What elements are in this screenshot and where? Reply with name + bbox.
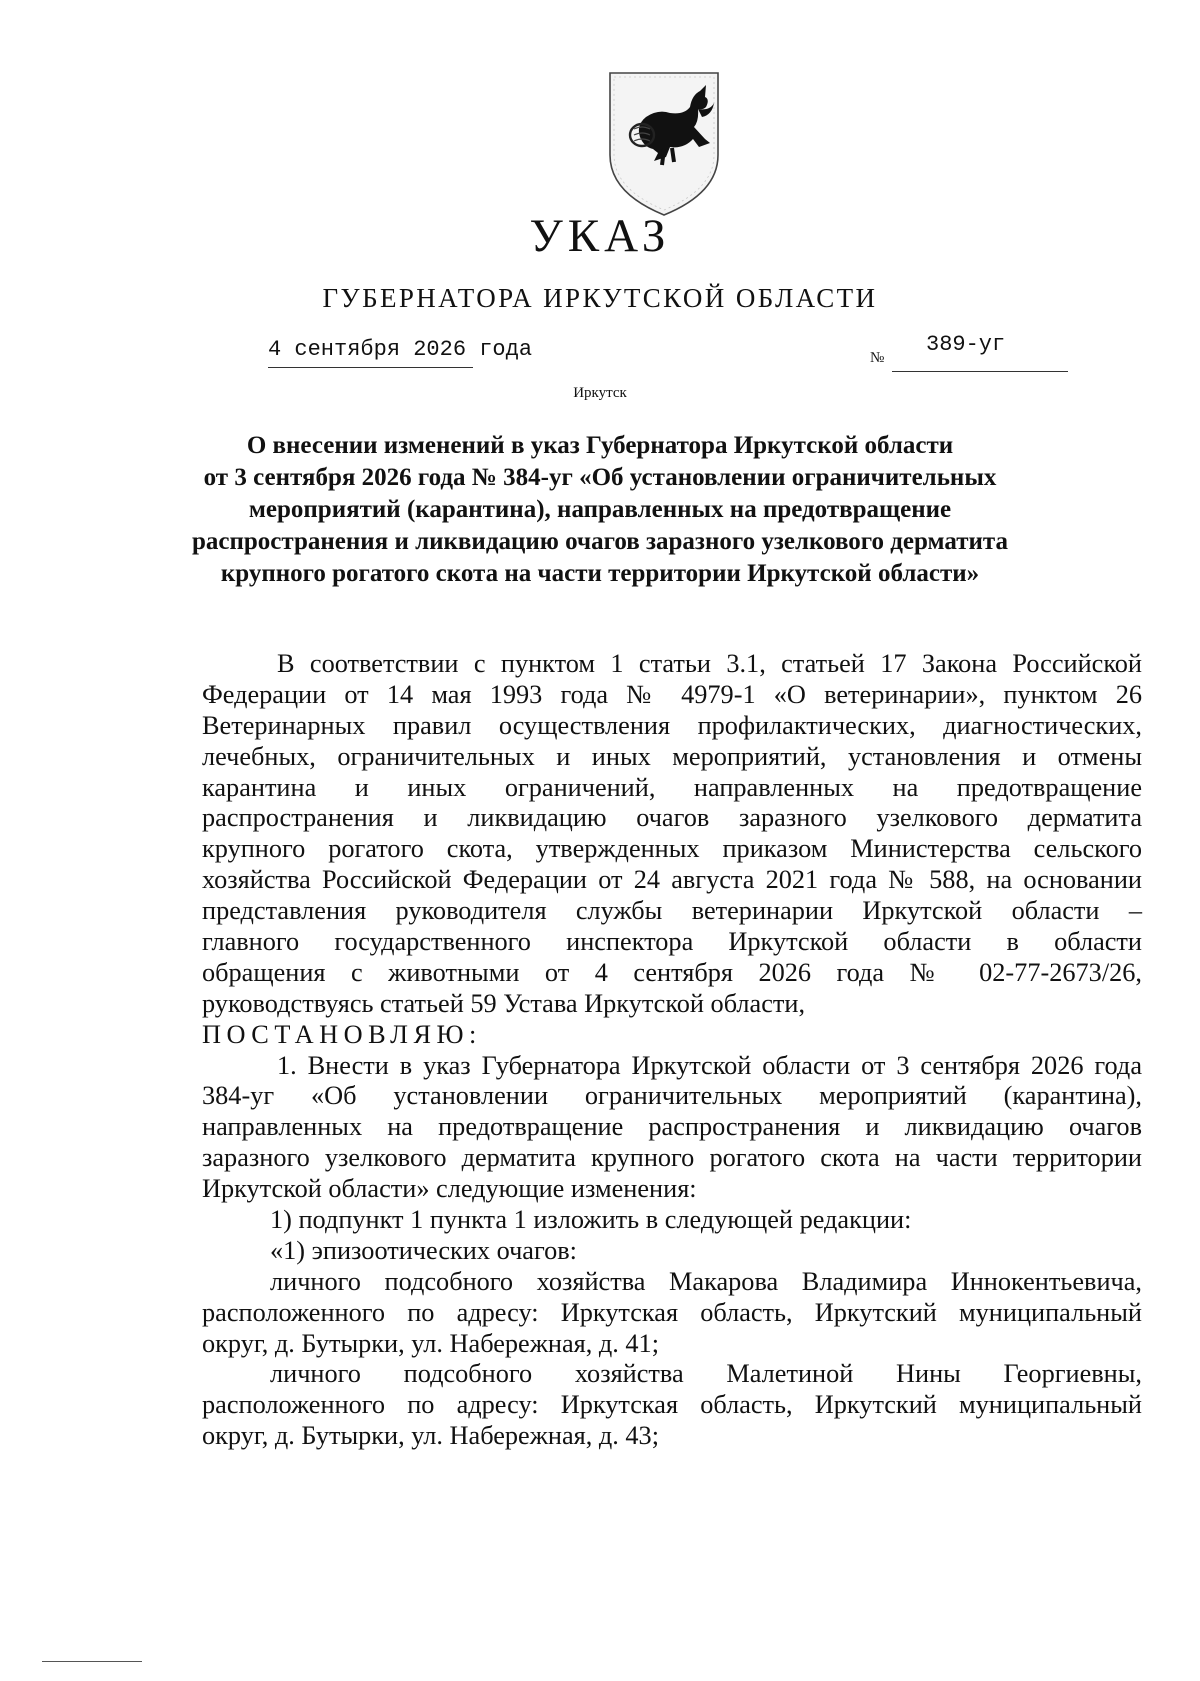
- preamble-line: крупного рогатого скота, утвержденных приказом Министерства сельского: [202, 834, 1142, 864]
- footnote-rule: [42, 1661, 142, 1662]
- preamble-line: хозяйства Российской Федерации от 24 августа 2021 года № 588, на основании: [202, 865, 1142, 895]
- title-line: О внесении изменений в указ Губернатора Иркутской области: [246, 432, 954, 459]
- farm-line: личного подсобного хозяйства Макарова Владимира Иннокентьевича,: [270, 1266, 1142, 1296]
- item-line: заразного узелкового дерматита крупного рогатого скота на части территории: [202, 1143, 1142, 1173]
- preamble-line: карантина и иных ограничений, направленных на предотвращение: [202, 772, 1142, 802]
- title-line: крупного рогатого скота на части территории Иркутской области»: [220, 560, 980, 587]
- date-underline: [268, 367, 473, 368]
- coat-of-arms-icon: [606, 69, 722, 219]
- preamble-line: распространения и ликвидацию очагов заразного узелкового дерматита: [202, 803, 1142, 833]
- issuer-title: ГУБЕРНАТОРА ИРКУТСКОЙ ОБЛАСТИ: [322, 283, 878, 313]
- preamble-line: представления руководителя службы ветеринарии Иркутской области –: [202, 896, 1142, 926]
- item-line: Иркутской области» следующие изменения:: [202, 1174, 697, 1204]
- farm-line: округ, д. Бутырки, ул. Набережная, д. 43;: [202, 1421, 660, 1451]
- item-line: 384-уг «Об установлении ограничительных мероприятий (карантина),: [202, 1081, 1142, 1111]
- preamble-line: Федерации от 14 мая 1993 года № 4979-1 «О ветеринарии», пунктом 26: [202, 679, 1142, 709]
- title-line: от 3 сентября 2026 года № 384-уг «Об установлении ограничительных: [203, 464, 997, 491]
- title-line: распространения и ликвидацию очагов заразного узелкового дерматита: [191, 528, 1009, 555]
- subitem-line: 1) подпункт 1 пункта 1 изложить в следующей редакции:: [270, 1205, 912, 1235]
- number-underline: [892, 371, 1068, 372]
- document-title: [190, 430, 1010, 590]
- preamble-line: руководствуясь статьей 59 Устава Иркутской области,: [202, 988, 806, 1018]
- document-body: [202, 649, 1142, 1452]
- number-sign: №: [870, 350, 885, 366]
- preamble-line: В соответствии с пунктом 1 статьи 3.1, статьей 17 Закона Российской: [277, 649, 1142, 678]
- document-type: УКАЗ: [529, 210, 671, 262]
- item-line: направленных на предотвращение распространения и ликвидацию очагов: [202, 1112, 1142, 1142]
- item-line: 1. Внести в указ Губернатора Иркутской области от 3 сентября 2026 года: [277, 1050, 1142, 1080]
- document-number: 389-уг: [926, 332, 1006, 357]
- farm-line: расположенного по адресу: Иркутская область, Иркутский муниципальный: [202, 1390, 1142, 1420]
- decree-word: ПОСТАНОВЛЯЮ:: [202, 1019, 482, 1049]
- farm-line: расположенного по адресу: Иркутская область, Иркутский муниципальный: [202, 1297, 1142, 1327]
- document-date: 4 сентября 2026 года: [268, 337, 533, 362]
- preamble-line: лечебных, ограничительных и иных мероприятий, установления и отмены: [202, 741, 1142, 771]
- farm-line: округ, д. Бутырки, ул. Набережная, д. 41;: [202, 1328, 660, 1358]
- preamble-line: обращения с животными от 4 сентября 2026 года № 02-77-2673/26,: [202, 957, 1142, 987]
- farm-line: личного подсобного хозяйства Малетиной Нины Георгиевны,: [270, 1359, 1142, 1389]
- quote-start-line: «1) эпизоотических очагов:: [270, 1235, 577, 1265]
- preamble-line: Ветеринарных правил осуществления профилактических, диагностических,: [202, 710, 1142, 740]
- preamble-line: главного государственного инспектора Иркутской области в области: [202, 927, 1142, 957]
- title-line: мероприятий (карантина), направленных на предотвращение: [248, 496, 952, 523]
- issue-city: Иркутск: [573, 385, 627, 401]
